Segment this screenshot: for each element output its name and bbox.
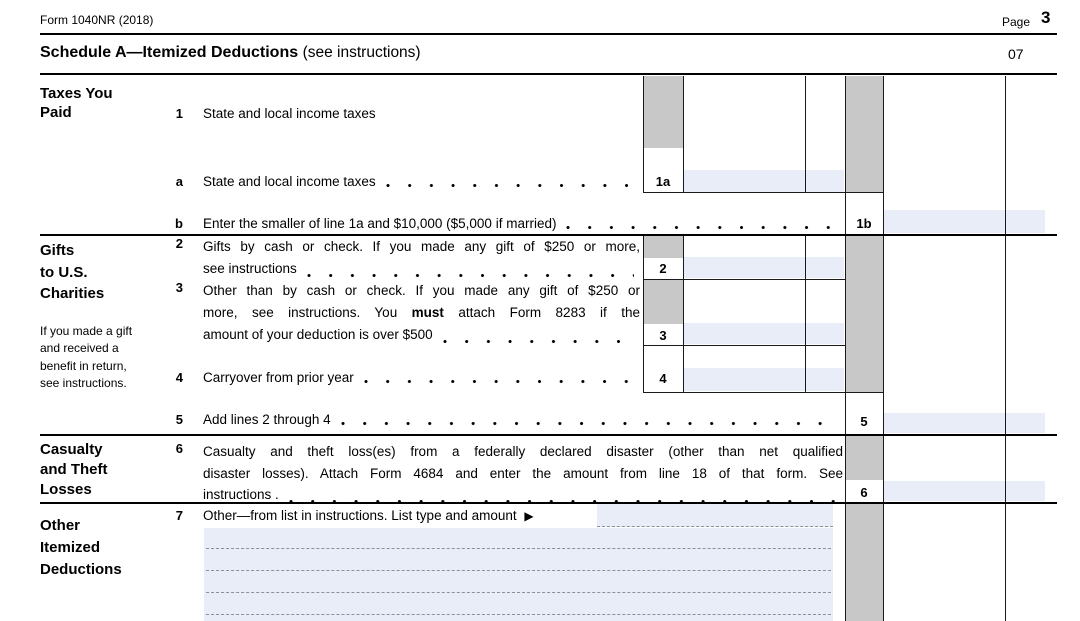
schedule-note: (see instructions) <box>302 44 421 61</box>
line-7-text: Other—from list in instructions. List type and amount <box>203 508 517 523</box>
field-4[interactable] <box>684 368 844 391</box>
grid-line <box>805 235 806 392</box>
line-2-text: see instructions <box>203 261 297 276</box>
line-4-row <box>203 370 640 386</box>
line-1b-text: Enter the smaller of line 1a and $10,000 ($5,000 if married) <box>203 216 557 231</box>
line-3-text <box>203 302 640 324</box>
line-number-7: 7 <box>175 508 183 523</box>
section-heading-casualty <box>40 440 108 500</box>
shaded-outer-column <box>845 436 883 480</box>
line-number-4: 4 <box>175 370 183 385</box>
grid-line <box>683 235 684 392</box>
line-3-text-bold: must <box>411 305 444 320</box>
line-1-text: State and local income taxes <box>203 106 376 121</box>
section-heading-taxes <box>40 84 113 122</box>
field-1b[interactable] <box>884 210 1045 233</box>
field-1a[interactable] <box>684 170 844 192</box>
line-number-1a: a <box>175 174 183 189</box>
box-label-6: 6 <box>860 485 868 500</box>
heading-line: Other <box>40 517 81 534</box>
heading-line: to U.S. <box>40 263 88 281</box>
line-number-3: 3 <box>175 280 183 295</box>
section-heading-gifts <box>40 240 104 305</box>
grid-line <box>643 279 845 280</box>
schedule-title-rule <box>40 73 1057 76</box>
schedule-title-row <box>40 44 421 62</box>
other-deductions-entry-line[interactable] <box>206 550 831 571</box>
shaded-inner-column <box>643 280 683 324</box>
grid-line <box>643 392 884 393</box>
line-5-row <box>203 412 840 428</box>
line-number-6: 6 <box>175 441 183 456</box>
shaded-inner-column <box>643 76 683 148</box>
heading-line: and Theft <box>40 461 108 478</box>
line-3-text: amount of your deduction is over $500 <box>203 327 433 342</box>
heading-line: Casualty <box>40 441 103 458</box>
gifts-benefit-note: If you made a gift and received a benefit in return, see instructions. <box>40 324 133 390</box>
line-number-1: 1 <box>175 106 183 121</box>
line-2-block <box>203 236 640 280</box>
header-rule <box>40 33 1057 35</box>
dot-leader <box>341 421 834 426</box>
section-heading-other <box>40 515 122 581</box>
field-6[interactable] <box>884 481 1045 501</box>
heading-line: Losses <box>40 481 92 498</box>
grid-line <box>845 76 846 621</box>
line-number-2: 2 <box>175 236 183 251</box>
heading-line: Taxes You <box>40 85 113 102</box>
box-label-2: 2 <box>659 261 667 276</box>
field-7-type-amount[interactable] <box>597 504 833 527</box>
line-6-block <box>203 441 843 506</box>
line-5-text: Add lines 2 through 4 <box>203 412 331 427</box>
grid-line <box>883 76 884 621</box>
box-label-5: 5 <box>860 414 868 429</box>
page-word: Page <box>1002 15 1031 29</box>
shaded-outer-column <box>845 502 883 621</box>
line-6-text: Casualty and theft loss(es) from a federally declared disaster (other than net qualified <box>203 444 843 459</box>
dot-leader <box>289 499 837 504</box>
dot-leader <box>566 225 834 230</box>
arrowhead-icon: ▶ <box>524 509 534 523</box>
field-5[interactable] <box>884 413 1045 433</box>
line-6-text: disaster losses). Attach Form 4684 and enter the amount from line 18 of that form. See <box>203 465 843 481</box>
heading-line: Deductions <box>40 561 122 578</box>
line-number-1b: b <box>175 216 183 231</box>
grid-line <box>643 345 845 346</box>
grid-line <box>683 76 684 192</box>
box-label-1b: 1b <box>856 216 872 231</box>
heading-line: Paid <box>40 104 72 121</box>
line-3-block <box>203 280 640 346</box>
dot-leader <box>443 339 634 344</box>
box-label-4: 4 <box>659 371 667 386</box>
grid-line <box>1005 76 1006 621</box>
grid-line <box>643 235 644 392</box>
box-label-3: 3 <box>659 328 667 343</box>
line-6-text: instructions . <box>203 487 279 502</box>
shaded-outer-column <box>845 235 883 392</box>
line-7-row <box>203 508 534 524</box>
line-1a-row <box>203 174 640 190</box>
line-3-text: Other than by cash or check. If you made any gift of $250 or <box>203 283 640 298</box>
section-divider <box>40 434 1057 436</box>
grid-line <box>805 76 806 192</box>
line-1b-row <box>203 216 840 232</box>
field-3[interactable] <box>684 323 844 344</box>
dot-leader <box>364 379 634 384</box>
shaded-inner-column <box>643 235 683 258</box>
line-3-text-pre: more, see instructions. You <box>203 305 412 320</box>
line-2-text: Gifts by cash or check. If you made any gift of $250 or more, <box>203 239 640 254</box>
shaded-outer-column <box>845 76 883 192</box>
other-deductions-entry-line[interactable] <box>206 528 831 549</box>
schedule-title: Schedule A—Itemized Deductions <box>40 44 299 61</box>
line-1a-text: State and local income taxes <box>203 174 376 189</box>
line-number-5: 5 <box>175 412 183 427</box>
heading-line: Gifts <box>40 242 75 259</box>
heading-line: Itemized <box>40 539 101 556</box>
dot-leader <box>307 273 634 278</box>
field-2[interactable] <box>684 257 844 278</box>
page-number: 3 <box>1041 8 1051 27</box>
dot-leader <box>386 183 634 188</box>
box-label-1a: 1a <box>655 174 671 189</box>
other-deductions-entry-line[interactable] <box>206 572 831 593</box>
grid-line <box>643 192 884 193</box>
sequence-number: 07 <box>1008 46 1024 62</box>
other-deductions-entry-line[interactable] <box>206 594 831 615</box>
line-4-text: Carryover from prior year <box>203 370 354 385</box>
heading-line: Charities <box>40 285 105 302</box>
form-id: Form 1040NR (2018) <box>40 13 154 27</box>
line-3-text-post: attach Form 8283 if the <box>443 305 641 320</box>
